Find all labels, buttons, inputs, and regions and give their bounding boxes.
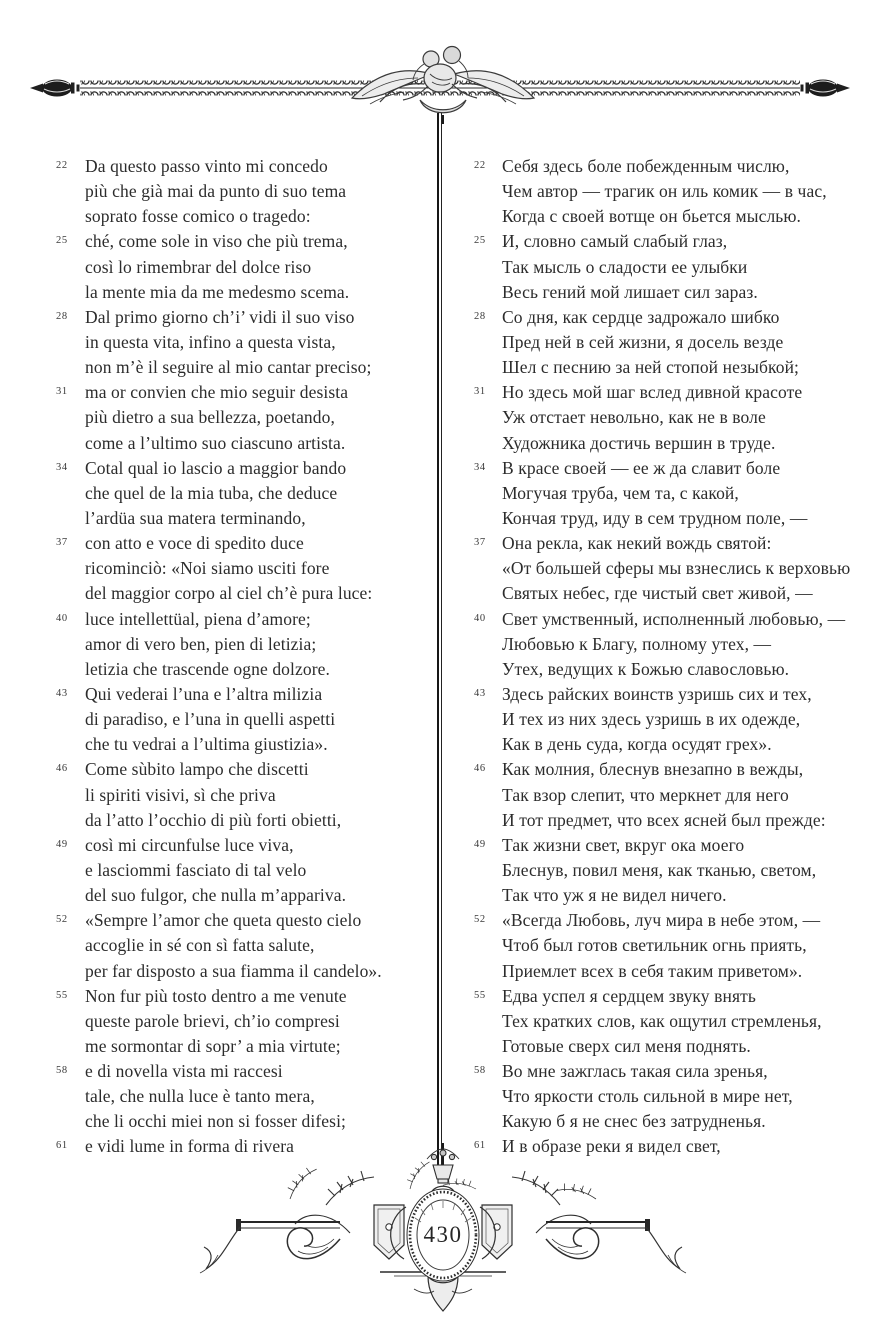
verse-line <box>474 154 878 179</box>
verse-line <box>474 984 878 1009</box>
verse-line <box>474 481 878 506</box>
verse-text: Чтоб был готов светильник огнь приять, <box>502 935 807 956</box>
verse-number: 43 <box>56 687 68 699</box>
verse-line <box>474 229 878 254</box>
verse-line <box>56 632 438 657</box>
tercet <box>474 531 878 606</box>
verse-text: Уж отстает невольно, как не в воле <box>502 407 766 428</box>
verse-number: 34 <box>474 461 486 473</box>
verse-line <box>474 883 878 908</box>
verse-line <box>56 959 438 984</box>
verse-number: 22 <box>56 160 68 171</box>
verse-line <box>56 808 438 833</box>
verse-number: 37 <box>56 537 68 549</box>
tercet <box>474 833 878 908</box>
verse-text: Блеснув, повил меня, как тканью, светом, <box>502 859 817 880</box>
verse-line <box>56 154 438 179</box>
verse-text: Она рекла, как некий вождь святой: <box>502 533 772 554</box>
verse-text: ma or convien che mio seguir desista <box>85 382 349 403</box>
verse-line <box>474 506 878 531</box>
verse-text: e vidi lume in forma di rivera <box>85 1136 295 1157</box>
verse-text: Так что уж я не видел ничего. <box>502 885 727 906</box>
verse-line <box>56 280 438 305</box>
verse-text: Себя здесь боле побежденным числю, <box>502 156 790 176</box>
verse-line <box>56 305 438 330</box>
tercet <box>474 1059 878 1134</box>
verse-text: non m’è il seguire al mio cantar preciso; <box>85 357 372 378</box>
verse-line <box>56 607 438 632</box>
verse-text: Тех кратких слов, как ощутил стремленья, <box>502 1010 822 1031</box>
verse-text: Во мне зажглась такая сила зренья, <box>502 1061 768 1082</box>
verse-line <box>474 431 878 456</box>
verse-text: come a l’ultimo suo ciascuno artista. <box>85 432 346 453</box>
header-ornament <box>0 28 880 124</box>
verse-number: 40 <box>474 612 486 624</box>
verse-text: Cotal qual io lascio a maggior bando <box>85 457 347 478</box>
verse-number: 31 <box>474 386 486 398</box>
verse-line <box>474 531 878 556</box>
verse-text: soprato fosse comico o tragedo: <box>85 206 311 227</box>
page-number: 430 <box>423 1222 463 1247</box>
verse-text: Qui vederai l’una e l’altra milizia <box>85 683 323 704</box>
tercet <box>56 682 438 757</box>
verse-number: 52 <box>474 914 486 926</box>
verse-line <box>56 405 438 430</box>
tercet <box>56 833 438 908</box>
verse-line <box>474 833 878 858</box>
verse-text: che tu vedrai a l’ultima giustizia». <box>85 734 328 755</box>
verse-line <box>474 581 878 606</box>
verse-text: «От большей сферы мы взнеслись к верховью <box>502 558 851 579</box>
verse-line <box>474 858 878 883</box>
verse-text: Come sùbito lampo che discetti <box>85 759 309 780</box>
verse-text: «Всегда Любовь, луч мира в небе этом, — <box>502 910 821 931</box>
verse-line <box>474 179 878 204</box>
verse-number: 61 <box>474 1140 486 1152</box>
verse-text: e di novella vista mi raccesi <box>85 1061 283 1082</box>
tercet <box>474 908 878 983</box>
verse-line <box>474 255 878 280</box>
verse-line <box>56 581 438 606</box>
verse-line <box>474 783 878 808</box>
verse-text: ché, come sole in viso che più trema, <box>85 231 348 252</box>
verse-line <box>474 933 878 958</box>
verse-line <box>474 280 878 305</box>
verse-text: И тех из них здесь узришь в их одежде, <box>502 709 801 730</box>
italian-text-column <box>56 154 438 1160</box>
verse-number: 55 <box>56 989 68 1001</box>
verse-number: 61 <box>56 1140 68 1152</box>
russian-text-column <box>474 154 878 1160</box>
verse-text: Весь гений мой лишает сил зараз. <box>502 281 758 302</box>
verse-text: l’ardüa sua matera terminando, <box>85 507 306 528</box>
verse-number: 28 <box>56 310 68 322</box>
tercet <box>474 380 878 455</box>
tercet <box>56 984 438 1059</box>
verse-text: Dal primo giorno ch’i’ vidi il suo viso <box>85 306 355 327</box>
tercet <box>56 154 438 229</box>
tercet <box>56 456 438 531</box>
verse-line <box>56 229 438 254</box>
verse-text: che quel de la mia tuba, che deduce <box>85 482 338 503</box>
tercet <box>474 984 878 1059</box>
verse-line <box>56 732 438 757</box>
verse-number: 55 <box>474 989 486 1001</box>
verse-text: e lasciommi fasciato di tal velo <box>85 859 307 880</box>
cherub-vignette <box>352 47 534 125</box>
verse-text: di paradiso, e l’una in quelli aspetti <box>85 709 336 730</box>
tercet <box>474 154 878 229</box>
verse-line <box>56 783 438 808</box>
verse-number: 49 <box>56 838 68 850</box>
verse-line <box>56 883 438 908</box>
left-finial <box>30 80 80 97</box>
verse-line <box>474 380 878 405</box>
verse-text: Кончая труд, иду в сем трудном поле, — <box>502 507 808 528</box>
verse-text: più che già mai da punto di suo tema <box>85 181 347 202</box>
verse-text: Шел с песнию за ней стопой незыбкой; <box>502 357 800 378</box>
verse-text: Свет умственный, исполненный любовью, — <box>502 608 846 629</box>
verse-number: 34 <box>56 461 68 473</box>
verse-line <box>474 632 878 657</box>
verse-line <box>56 707 438 732</box>
verse-text: tale, che nulla luce è tanto mera, <box>85 1086 315 1107</box>
verse-text: Пред ней в сей жизни, я досель везде <box>502 331 784 352</box>
tercet <box>474 757 878 832</box>
verse-line <box>56 1034 438 1059</box>
verse-line <box>474 1009 878 1034</box>
verse-text: Что яркости столь сильной в мире нет, <box>502 1086 793 1107</box>
verse-text: И, словно самый слабый глаз, <box>502 231 728 252</box>
verse-text: В красе своей — ее ж да славит боле <box>502 457 781 478</box>
verse-line <box>474 732 878 757</box>
verse-line <box>56 833 438 858</box>
verse-line <box>56 682 438 707</box>
verse-line <box>56 330 438 355</box>
verse-text: Non fur più tosto dentro a me venute <box>85 985 347 1006</box>
verse-text: Как молния, блеснув внезапно в вежды, <box>502 759 804 780</box>
verse-number: 46 <box>56 763 68 775</box>
verse-line <box>56 431 438 456</box>
verse-line <box>474 959 878 984</box>
verse-line <box>56 1109 438 1134</box>
verse-text: Так жизни свет, вкруг ока моего <box>502 834 745 855</box>
flower-urn <box>427 1149 459 1183</box>
verse-number: 31 <box>56 386 68 398</box>
verse-text: così mi circunfulse luce viva, <box>85 834 294 855</box>
verse-line <box>56 355 438 380</box>
tercet <box>474 305 878 380</box>
verse-text: Могучая труба, чем та, с какой, <box>502 482 739 503</box>
verse-text: accoglie in sé con sì fatta salute, <box>85 935 315 956</box>
verse-text: Da questo passo vinto mi concedo <box>85 156 328 176</box>
verse-text: Художника достичь вершин в труде. <box>502 432 776 453</box>
verse-text: Какую б я не снес без затрудненья. <box>502 1111 766 1132</box>
verse-text: Любовью к Благу, полному утех, — <box>502 633 772 654</box>
verse-text: Со дня, как сердце задрожало шибко <box>502 306 780 327</box>
tercet <box>56 305 438 380</box>
verse-number: 58 <box>474 1065 486 1077</box>
verse-number: 46 <box>474 763 486 775</box>
verse-line <box>56 1009 438 1034</box>
verse-text: Чем автор — трагик он иль комик — в час, <box>502 181 827 202</box>
tercet <box>56 229 438 304</box>
verse-text: da l’atto l’occhio di più forti obietti, <box>85 809 342 830</box>
tercet <box>474 456 878 531</box>
verse-line <box>474 1059 878 1084</box>
tercet <box>56 380 438 455</box>
verse-number: 49 <box>474 838 486 850</box>
verse-line <box>474 657 878 682</box>
verse-line <box>474 456 878 481</box>
verse-number: 28 <box>474 310 486 322</box>
verse-line <box>56 456 438 481</box>
verse-line <box>474 682 878 707</box>
verse-line <box>474 707 878 732</box>
verse-text: li spiriti visivi, sì che priva <box>85 784 276 805</box>
verse-line <box>474 330 878 355</box>
verse-text: И тот предмет, что всех ясней был прежде: <box>502 809 826 830</box>
verse-line <box>56 1084 438 1109</box>
verse-text: Готовые сверх сил меня поднять. <box>502 1035 751 1056</box>
verse-text: con atto e voce di spedito duce <box>85 533 304 554</box>
right-finial <box>801 80 851 97</box>
tercet <box>56 607 438 682</box>
verse-line <box>56 984 438 1009</box>
verse-line <box>474 607 878 632</box>
verse-text: Когда с своей вотще он бьется мыслью. <box>502 206 802 227</box>
verse-number: 25 <box>474 235 486 247</box>
verse-line <box>56 204 438 229</box>
verse-line <box>56 506 438 531</box>
verse-line <box>56 933 438 958</box>
verse-line <box>56 255 438 280</box>
verse-text: Но здесь мой шаг вслед дивной красоте <box>502 382 803 403</box>
verse-line <box>56 531 438 556</box>
verse-text: del maggior corpo al ciel ch’è pura luce: <box>85 583 373 604</box>
verse-text: per far disposto a sua fiamma il candelo». <box>85 960 382 981</box>
verse-line <box>474 355 878 380</box>
verse-number: 52 <box>56 914 68 926</box>
verse-line <box>56 380 438 405</box>
verse-text: amor di vero ben, pien di letizia; <box>85 633 317 654</box>
verse-line <box>474 757 878 782</box>
tercet <box>56 1059 438 1134</box>
verse-line <box>474 1084 878 1109</box>
verse-number: 37 <box>474 537 486 549</box>
verse-line <box>56 908 438 933</box>
verse-line <box>56 657 438 682</box>
verse-text: Утех, ведущих к Божью славословью. <box>502 658 790 679</box>
verse-line <box>474 305 878 330</box>
verse-line <box>474 1109 878 1134</box>
verse-text: «Sempre l’amor che queta questo cielo <box>85 910 362 931</box>
verse-text: Едва успел я сердцем звуку внять <box>502 985 756 1006</box>
verse-text: del suo fulgor, che nulla m’appariva. <box>85 885 347 906</box>
verse-line <box>474 405 878 430</box>
verse-number: 43 <box>474 687 486 699</box>
verse-line <box>56 481 438 506</box>
verse-line <box>474 556 878 581</box>
verse-text: Святых небес, где чистый свет живой, — <box>502 583 813 604</box>
tercet <box>56 908 438 983</box>
verse-text: letizia che trascende ogne dolzore. <box>85 658 330 679</box>
verse-text: И в образе реки я видел свет, <box>502 1136 721 1157</box>
verse-text: più dietro a sua bellezza, poetando, <box>85 407 335 428</box>
tercet <box>474 682 878 757</box>
verse-line <box>56 556 438 581</box>
verse-text: Так взор слепит, что меркнет для него <box>502 784 789 805</box>
verse-text: queste parole brievi, ch’io compresi <box>85 1010 340 1031</box>
verse-number: 58 <box>56 1065 68 1077</box>
verse-text: la mente mia da me medesmo scema. <box>85 281 350 302</box>
verse-number: 22 <box>474 160 486 171</box>
verse-line <box>56 1059 438 1084</box>
verse-line <box>56 179 438 204</box>
verse-line <box>474 204 878 229</box>
verse-line <box>56 858 438 883</box>
verse-line <box>474 808 878 833</box>
verse-text: me sormontar di sopr’ a mia virtute; <box>85 1035 341 1056</box>
verse-line <box>56 757 438 782</box>
verse-text: Приемлет всех в себя таким приветом». <box>502 960 803 981</box>
verse-text: ricominciò: «Noi siamo usciti fore <box>85 558 330 579</box>
tercet <box>474 607 878 682</box>
verse-number: 25 <box>56 235 68 247</box>
verse-text: che li occhi miei non si fosser difesi; <box>85 1111 346 1132</box>
verse-text: luce intellettüal, piena d’amore; <box>85 608 311 629</box>
tercet <box>56 757 438 832</box>
verse-text: Так мысль о сладости ее улыбки <box>502 256 748 277</box>
verse-text: Как в день суда, когда осудят грех». <box>502 734 772 755</box>
tercet <box>474 229 878 304</box>
verse-text: in questa vita, infino a questa vista, <box>85 331 336 352</box>
verse-number: 40 <box>56 612 68 624</box>
verse-text: Здесь райских воинств узришь сих и тех, <box>502 683 812 704</box>
verse-text: così lo rimembrar del dolce riso <box>85 256 312 277</box>
verse-line <box>474 908 878 933</box>
tercet <box>56 531 438 606</box>
verse-line <box>474 1034 878 1059</box>
